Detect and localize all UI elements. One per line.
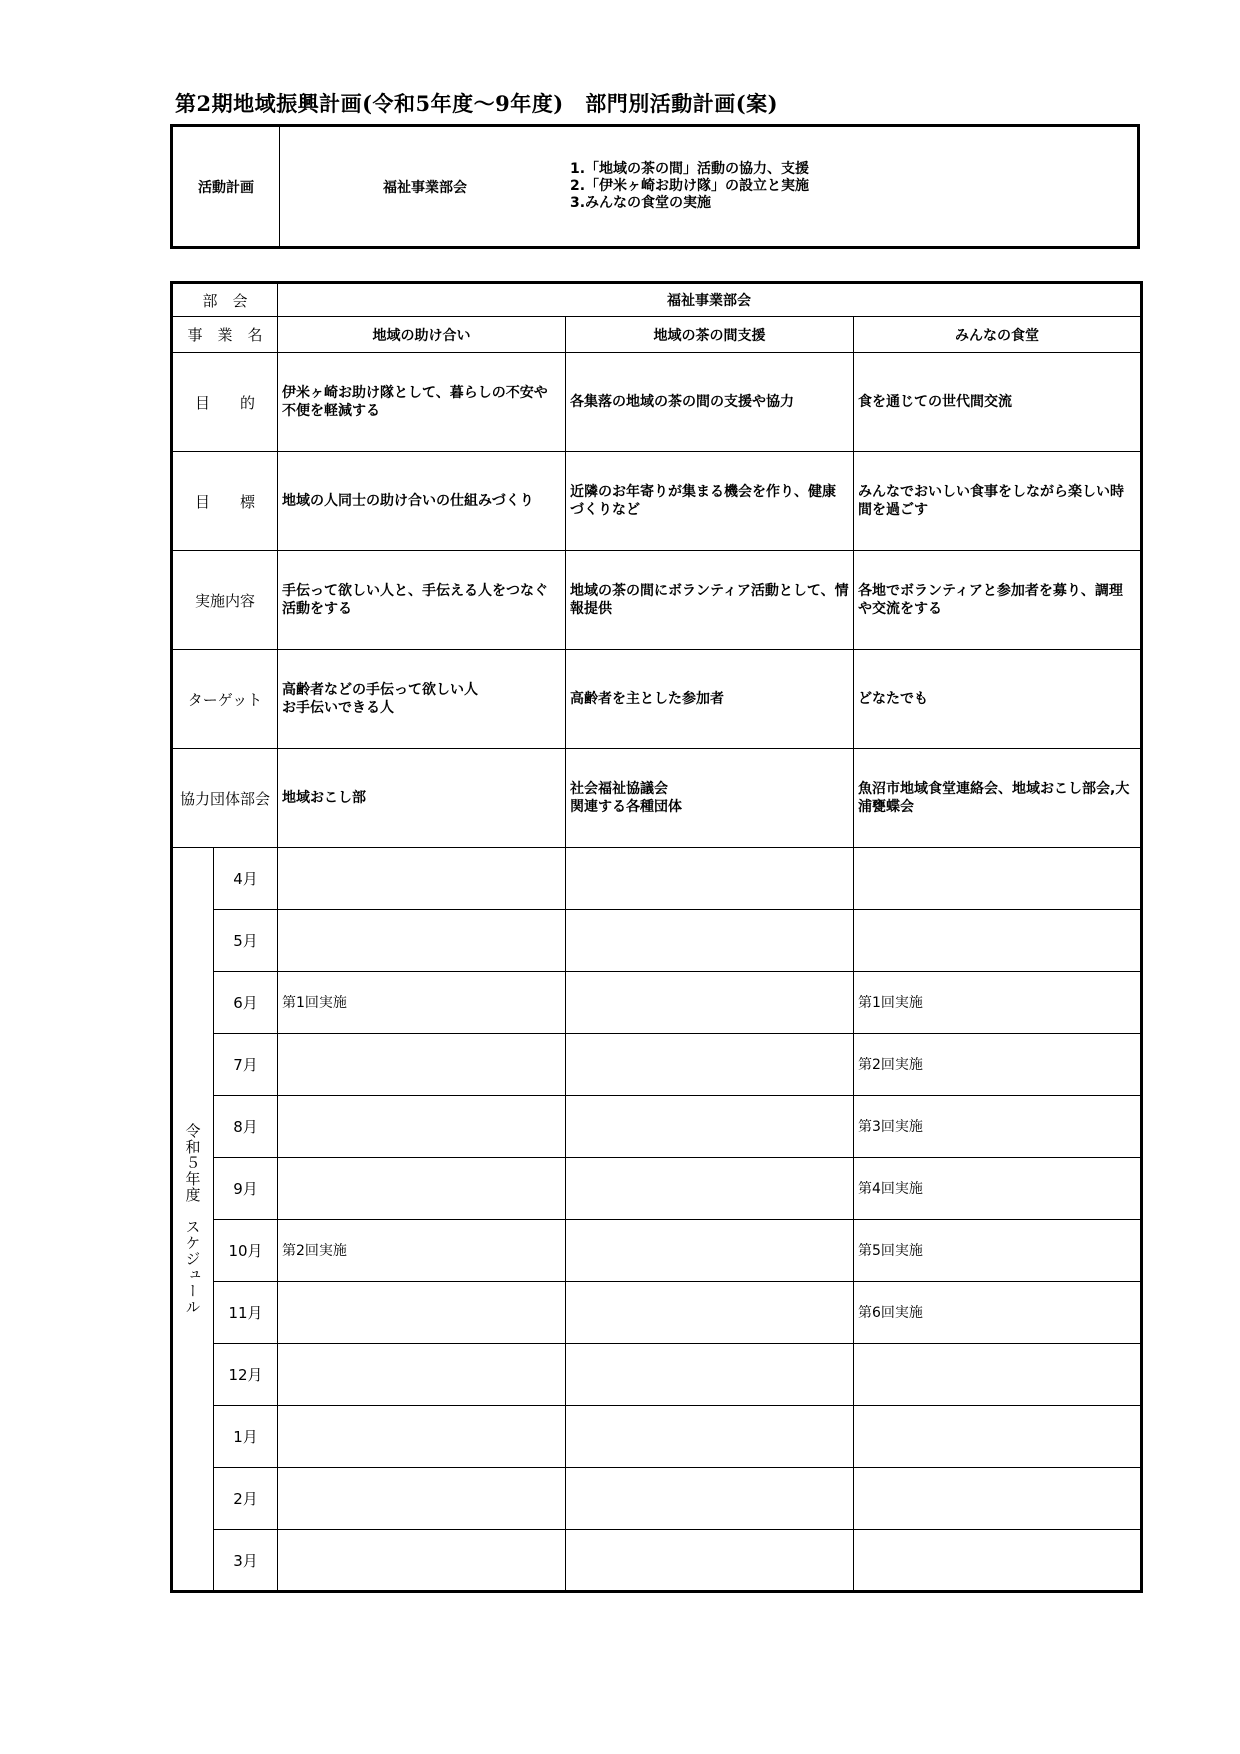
row-label: 目 標 (172, 452, 278, 551)
schedule-cell (566, 1530, 854, 1592)
row-cell: 各集落の地域の茶の間の支援や協力 (566, 353, 854, 452)
schedule-cell (854, 1468, 1142, 1530)
month-label: 2月 (214, 1468, 278, 1530)
schedule-cell (854, 1530, 1142, 1592)
row-cell: 食を通じての世代間交流 (854, 353, 1142, 452)
schedule-row (172, 1344, 1142, 1406)
schedule-row (172, 1158, 1142, 1220)
summary-table (170, 124, 1140, 249)
row-cell: みんなでおいしい食事をしながら楽しい時間を過ごす (854, 452, 1142, 551)
schedule-row (172, 1220, 1142, 1282)
schedule-cell (854, 910, 1142, 972)
schedule-cell (566, 910, 854, 972)
dept-value: 福祉事業部会 (278, 283, 1142, 317)
schedule-row (172, 1096, 1142, 1158)
schedule-cell (278, 910, 566, 972)
schedule-row (172, 1034, 1142, 1096)
schedule-cell: 第4回実施 (854, 1158, 1142, 1220)
schedule-cell: 第1回実施 (854, 972, 1142, 1034)
row-cell: 高齢者を主とした参加者 (566, 650, 854, 749)
project-name: 地域の茶の間支援 (566, 317, 854, 353)
schedule-row (172, 910, 1142, 972)
summary-label: 活動計画 (172, 126, 280, 248)
schedule-label-cell (172, 848, 214, 1592)
schedule-cell (566, 848, 854, 910)
schedule-cell (278, 848, 566, 910)
month-label: 5月 (214, 910, 278, 972)
schedule-cell: 第2回実施 (278, 1220, 566, 1282)
schedule-cell (278, 1530, 566, 1592)
schedule-cell (566, 972, 854, 1034)
month-label: 3月 (214, 1530, 278, 1592)
schedule-cell: 第5回実施 (854, 1220, 1142, 1282)
schedule-cell (566, 1034, 854, 1096)
project-label: 事 業 名 (172, 317, 278, 353)
page-title: 第2期地域振興計画(令和5年度～9年度) 部門別活動計画(案) (175, 91, 779, 116)
schedule-cell (566, 1096, 854, 1158)
plan-item: 1.「地域の茶の間」活動の協力、支援 (570, 161, 810, 177)
schedule-cell (854, 1406, 1142, 1468)
schedule-cell (854, 848, 1142, 910)
schedule-cell (278, 1468, 566, 1530)
schedule-label: 令和５年度 スケジュール (183, 1123, 202, 1315)
month-label: 9月 (214, 1158, 278, 1220)
row-cell: 高齢者などの手伝って欲しい人 お手伝いできる人 (278, 650, 566, 749)
schedule-cell: 第2回実施 (854, 1034, 1142, 1096)
row-label: 協力団体部会 (172, 749, 278, 848)
info-row (172, 650, 1142, 749)
schedule-row (172, 1406, 1142, 1468)
schedule-cell (854, 1344, 1142, 1406)
project-name: みんなの食堂 (854, 317, 1142, 353)
schedule-cell (566, 1468, 854, 1530)
schedule-cell (566, 1344, 854, 1406)
row-cell: どなたでも (854, 650, 1142, 749)
month-label: 12月 (214, 1344, 278, 1406)
schedule-cell (566, 1406, 854, 1468)
info-row (172, 452, 1142, 551)
schedule-cell (278, 1034, 566, 1096)
month-label: 7月 (214, 1034, 278, 1096)
month-label: 8月 (214, 1096, 278, 1158)
plan-item: 2.「伊米ヶ崎お助け隊」の設立と実施 (570, 178, 810, 194)
schedule-cell: 第6回実施 (854, 1282, 1142, 1344)
plan-table (170, 281, 1143, 1593)
row-label: ターゲット (172, 650, 278, 749)
schedule-cell (278, 1406, 566, 1468)
project-name: 地域の助け合い (278, 317, 566, 353)
info-row (172, 749, 1142, 848)
dept-label: 部 会 (172, 283, 278, 317)
month-label: 11月 (214, 1282, 278, 1344)
schedule-cell: 第1回実施 (278, 972, 566, 1034)
schedule-cell (278, 1096, 566, 1158)
info-row (172, 353, 1142, 452)
plan-item: 3.みんなの食堂の実施 (570, 195, 712, 211)
schedule-cell (566, 1158, 854, 1220)
schedule-cell: 第3回実施 (854, 1096, 1142, 1158)
schedule-row (172, 972, 1142, 1034)
schedule-row (172, 1282, 1142, 1344)
row-cell: 魚沼市地域食堂連絡会、地域おこし部会,大浦甕蝶会 (854, 749, 1142, 848)
schedule-row (172, 1468, 1142, 1530)
row-cell: 地域の茶の間にボランティア活動として、情報提供 (566, 551, 854, 650)
row-cell: 各地でボランティアと参加者を募り、調理や交流をする (854, 551, 1142, 650)
month-label: 6月 (214, 972, 278, 1034)
schedule-cell (566, 1220, 854, 1282)
summary-plans (570, 126, 1139, 248)
row-cell: 地域の人同士の助け合いの仕組みづくり (278, 452, 566, 551)
schedule-cell (566, 1282, 854, 1344)
row-cell: 地域おこし部 (278, 749, 566, 848)
month-label: 1月 (214, 1406, 278, 1468)
row-label: 実施内容 (172, 551, 278, 650)
row-cell: 社会福祉協議会 関連する各種団体 (566, 749, 854, 848)
schedule-cell (278, 1282, 566, 1344)
row-cell: 手伝って欲しい人と、手伝える人をつなぐ活動をする (278, 551, 566, 650)
month-label: 4月 (214, 848, 278, 910)
schedule-cell (278, 1158, 566, 1220)
summary-department: 福祉事業部会 (383, 179, 467, 196)
info-row (172, 551, 1142, 650)
row-cell: 伊米ヶ崎お助け隊として、暮らしの不安や不便を軽減する (278, 353, 566, 452)
schedule-row (172, 848, 1142, 910)
schedule-cell (278, 1344, 566, 1406)
row-label: 目 的 (172, 353, 278, 452)
schedule-row (172, 1530, 1142, 1592)
row-cell: 近隣のお年寄りが集まる機会を作り、健康づくりなど (566, 452, 854, 551)
month-label: 10月 (214, 1220, 278, 1282)
